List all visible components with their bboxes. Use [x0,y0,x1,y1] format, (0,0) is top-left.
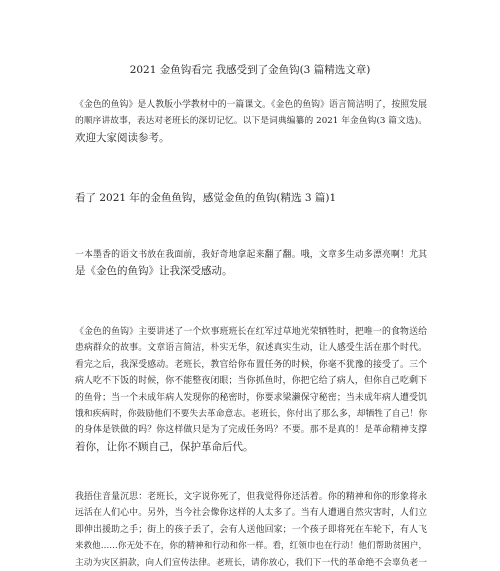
paragraph-line: 远活在人们心中。另外，当今社会像你这样的人太多了。当有人遭遇自然灾害时，人们立 [75,508,427,519]
body-paragraph [75,324,427,455]
paragraph-line: 欢迎大家阅读参考。 [75,131,170,144]
paragraph-line: 我捂住音量沉思：老班长，文字说你死了，但我觉得你还活着。你的精神和你的形象将永 [75,492,427,502]
paragraph-line: 主动为灾区捐款，向人们宣传法律。老班长，请你放心，我们下一代的革命绝不会辜负老一 [75,557,427,568]
body-paragraph [75,247,427,280]
paragraph-line: 来救他……你无处不在，你的精神和行动和你一样。看，红领巾也在行动！他们帮助贫困户， [75,541,427,552]
paragraph-line: 即伸出援助之手；街上的孩子丢了，会有人送他回家；一个孩子即将死在车轮下，有人飞 [75,524,427,535]
paragraph-line: 着你，让你不顾自己，保护革命后代。 [75,440,254,453]
paragraph-line: 的身体是铁做的吗？你这样做只是为了完成任务吗？不要。那不是真的！是革命精神支撑 [75,425,427,436]
document-title: 2021 金鱼钩看完 我感受到了金鱼钩(3 篇精选文章) [129,64,371,76]
body-paragraph [75,489,427,571]
section-heading [75,190,427,206]
paragraph-line: 的鱼骨；当一个未成年病人发现你的秘密时，你要求梁濑保守秘密；当未成年病人遭受饥 [75,392,427,403]
paragraph-line: 《金色的鱼钩》主要讲述了一个炊事班班长在红军过草地光荣牺牲时，把唯一的食物送给 [75,327,427,337]
paragraph-line: 饿和疾病时，你鼓励他们不要失去革命意志。老班长，你付出了那么多，却牺牲了自己！你 [75,409,427,420]
intro-paragraph [75,97,427,146]
paragraph-line: 《金色的鱼钩》是人教版小学教材中的一篇课文。《金色的鱼钩》语言简洁明了，按照发展 [75,100,427,110]
paragraph-line: 是《金色的鱼钩》让我深受感动。 [75,265,233,278]
paragraph-line: 看了 2021 年的金鱼鱼钩，感觉金鱼的鱼钩(精选 3 篇)1 [75,192,337,204]
paragraph-line: 患病群众的故事。文章语言简洁，朴实无华，叙述真实生动，让人感受生活在那个时代。 [75,343,427,354]
paragraph-line: 看完之后，我深受感动。老班长，教官给你布置任务的时候，你毫不犹豫的接受了。三个 [75,359,427,370]
paragraph-line: 的顺序讲故事，表达对老班长的深切记忆。以下是词典编纂的 2021 年金鱼钩(3 篇文选)。 [75,116,427,127]
paragraph-line: 病人吃不下饭的时候，你不能整夜闭眼；当你抓鱼时，你把它给了病人，但你自己吃剩下 [75,376,427,387]
paragraph-line: 一本墨香的语文书放在我面前，我好奇地拿起来翻了翻。哦，文章多生动多漂亮啊！尤其 [75,250,427,260]
